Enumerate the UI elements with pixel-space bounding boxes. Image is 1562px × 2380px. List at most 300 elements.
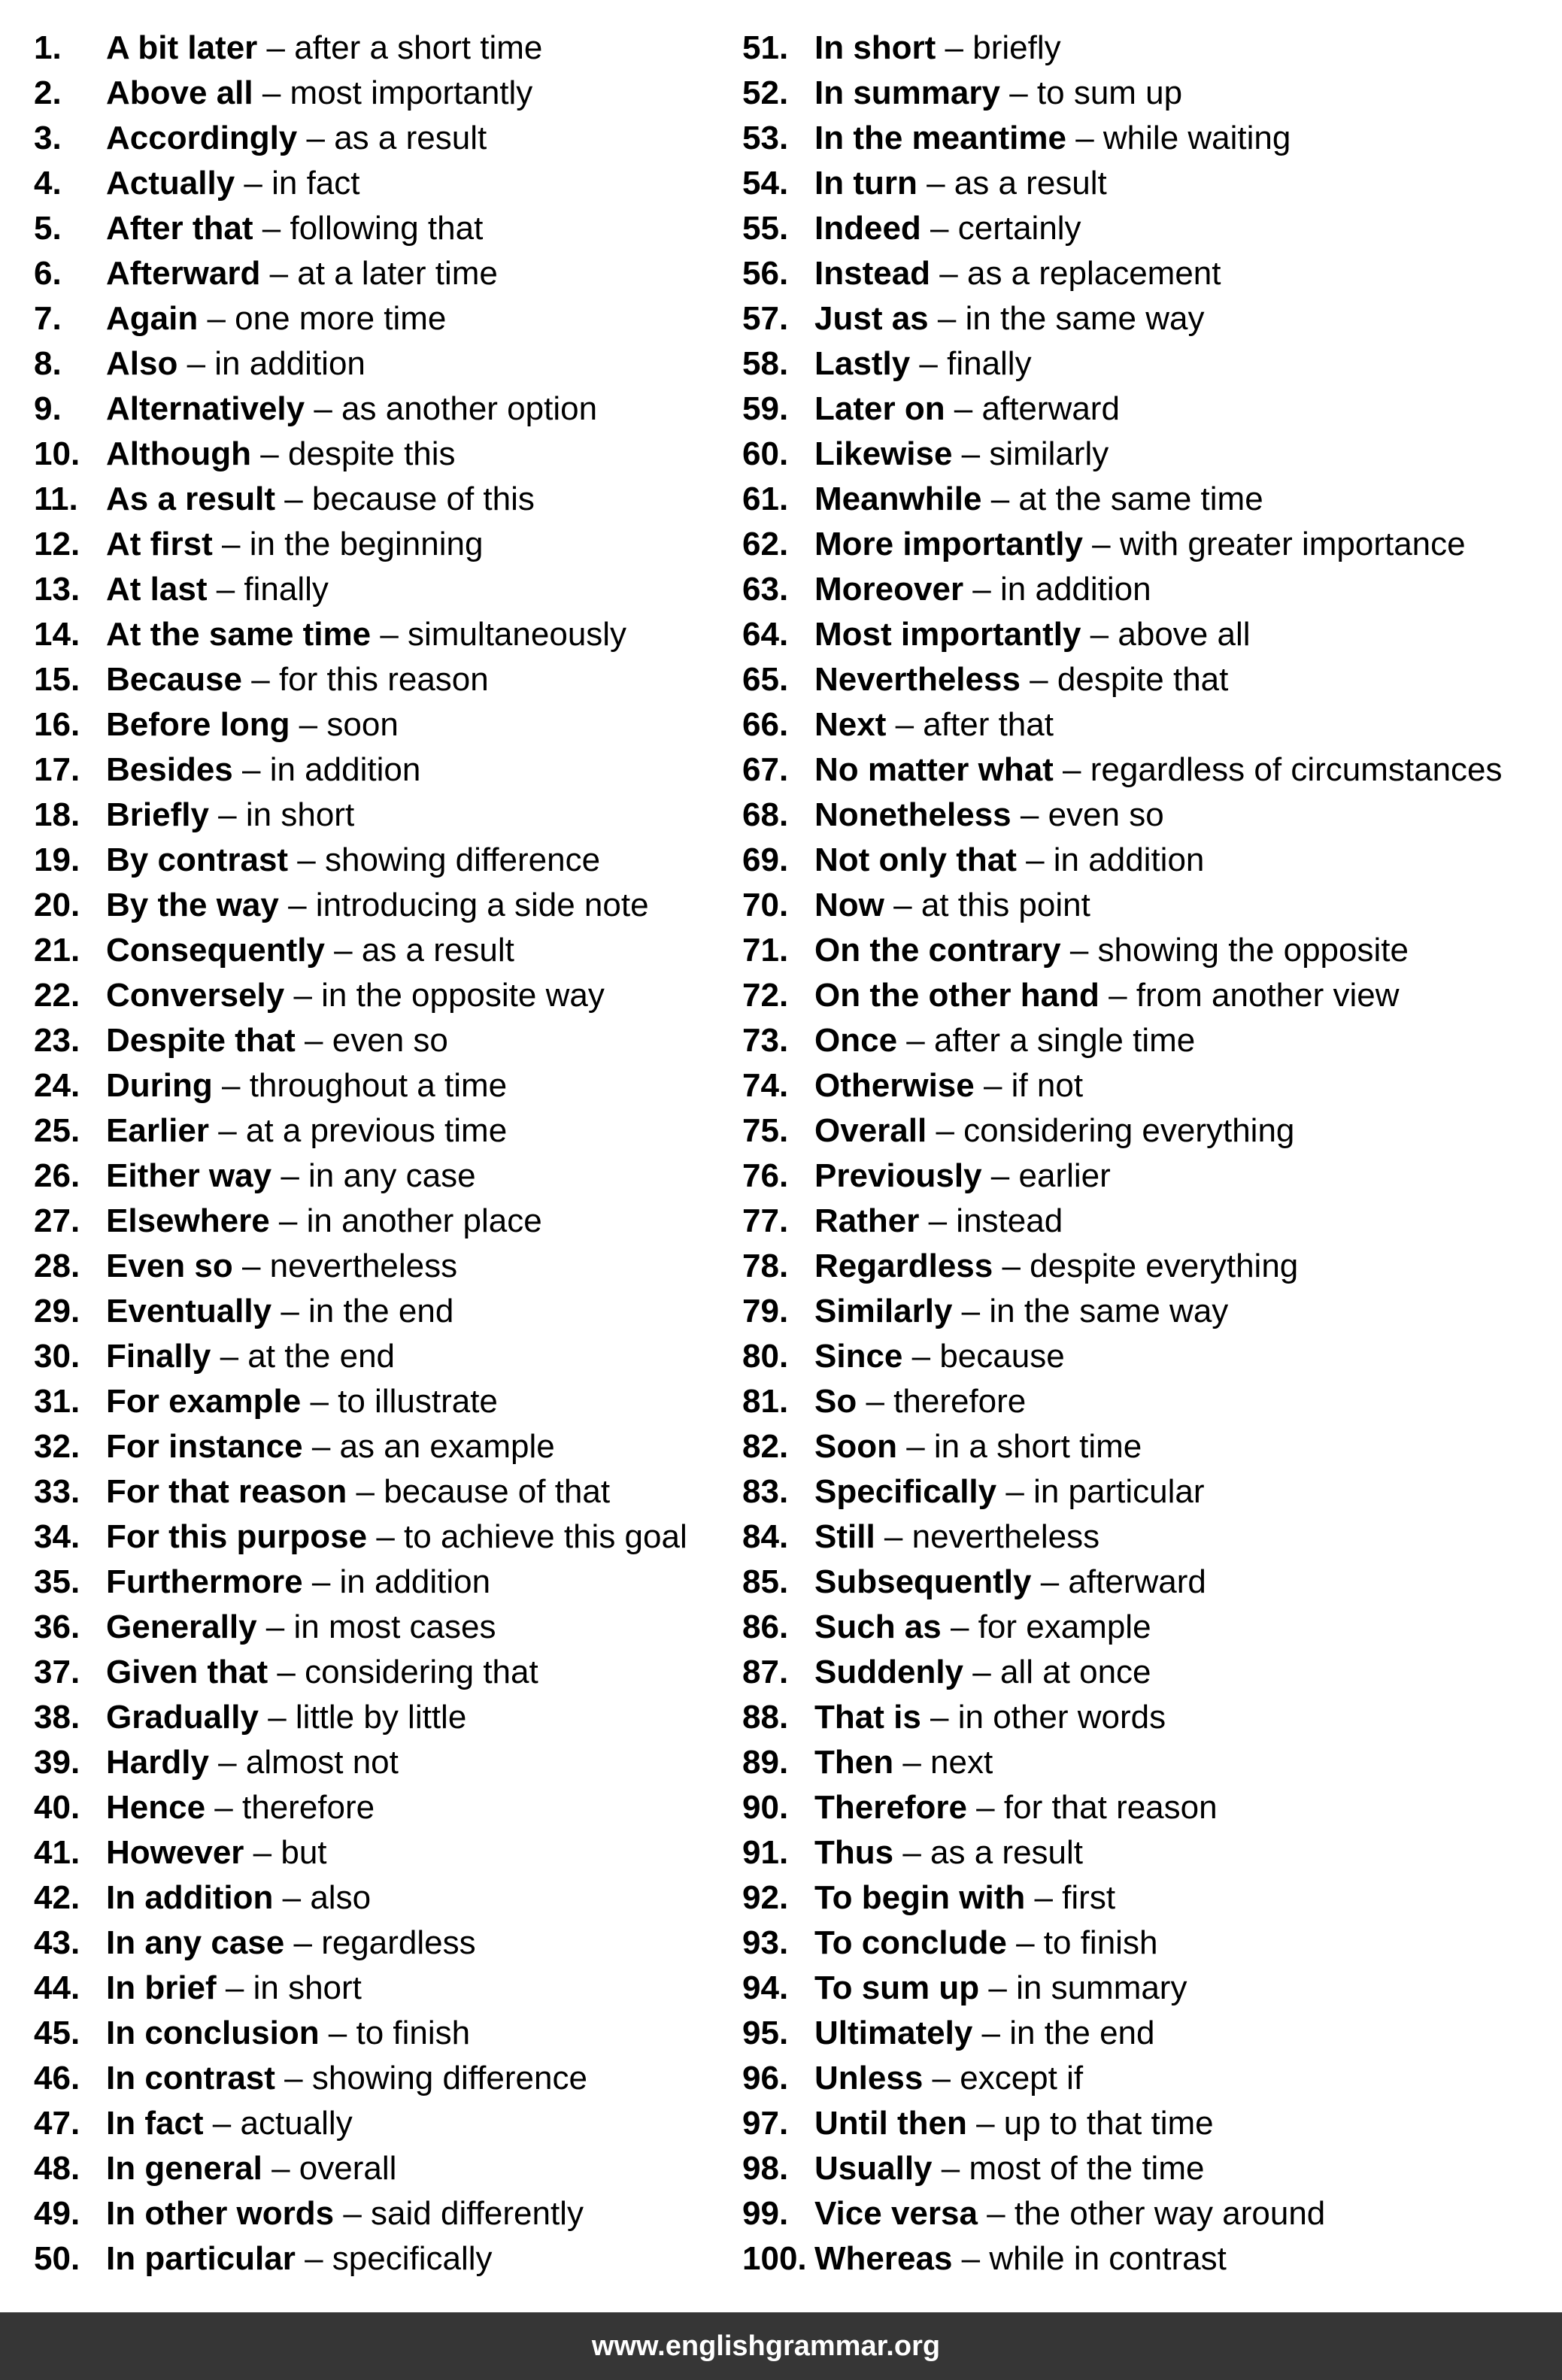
item-number: 45. [34,2015,80,2051]
item-separator: – [993,1248,1030,1284]
item-phrase: Accordingly [106,120,298,156]
item-phrase: In the meantime [814,120,1066,156]
item-phrase: At last [106,571,208,608]
item-separator: – [284,1924,322,1961]
item-phrase: Previously [814,1157,982,1194]
item-number: 61. [742,481,789,517]
item-number: 69. [742,841,789,878]
item-phrase: In addition [106,1879,274,1916]
list-item [34,432,789,477]
list-item [34,883,789,928]
list-item [742,747,1554,793]
item-separator: – [1025,1879,1063,1916]
list-item [34,2236,786,2281]
item-number: 11. [34,481,78,517]
list-item [34,928,789,973]
item-text [106,296,446,341]
item-meaning: finally [947,345,1032,382]
item-separator: – [244,1834,281,1871]
item-meaning: after that [923,706,1054,743]
item-separator: – [216,1969,253,2006]
item-phrase: In any case [106,1924,285,1961]
item-meaning: from another view [1136,977,1400,1014]
item-number: 91. [742,1834,789,1871]
item-text [106,477,535,522]
item-text [814,1921,1157,1966]
item-number: 84. [742,1518,789,1555]
item-separator: – [347,1473,384,1510]
item-number: 17. [34,751,80,788]
item-text [814,1830,1083,1875]
list-item [742,251,1554,296]
item-number: 31. [34,1383,80,1420]
item-number: 12. [34,526,80,562]
item-meaning: afterward [1068,1563,1206,1600]
item-separator: – [198,300,235,337]
item-meaning: said differently [371,2195,584,2232]
item-meaning: regardless [321,1924,476,1961]
list-item [34,1875,789,1921]
item-text [814,1244,1298,1289]
list-item [742,973,1554,1018]
item-separator: – [208,796,246,833]
item-separator: – [893,1834,931,1871]
item-meaning: most importantly [290,74,533,111]
item-separator: – [274,2060,312,2097]
list-item [742,2101,1554,2146]
item-separator: – [371,616,408,653]
list-item [742,1244,1554,1289]
list-item [34,26,789,71]
list-item [34,1334,789,1379]
item-number: 64. [742,616,789,653]
list-item [742,2011,1554,2056]
item-number: 70. [742,887,789,923]
item-meaning: while in contrast [989,2240,1227,2277]
item-phrase: In summary [814,74,1000,111]
item-separator: – [884,887,921,923]
list-item [34,612,789,657]
item-separator: – [242,661,279,698]
list-item [34,1514,789,1560]
item-meaning: simultaneously [408,616,627,653]
item-text [106,251,498,296]
item-phrase: Whereas [814,2240,953,2277]
list-item [34,161,789,206]
item-text [814,1875,1115,1921]
item-meaning: first [1062,1879,1116,1916]
item-number: 80. [742,1338,789,1375]
item-separator: – [1006,1924,1044,1961]
item-number: 19. [34,841,80,878]
item-phrase: Once [814,1022,898,1059]
item-separator: – [271,1293,309,1329]
item-separator: – [297,120,335,156]
item-number: 30. [34,1338,80,1375]
item-number: 79. [742,1293,789,1329]
item-number: 35. [34,1563,80,1600]
item-text [814,161,1107,206]
item-phrase: Similarly [814,1293,953,1329]
item-phrase: To begin with [814,1879,1026,1916]
item-phrase: Since [814,1338,903,1375]
item-text [814,116,1291,161]
item-text [106,1334,395,1379]
item-text [106,1785,375,1830]
list-item [742,1740,1554,1785]
item-text [814,1199,1063,1244]
item-number: 83. [742,1473,789,1510]
item-separator: – [1082,526,1120,562]
list-item [34,116,789,161]
item-text [106,1108,507,1154]
item-meaning: introducing a side note [315,887,649,923]
item-meaning: nevertheless [269,1248,458,1284]
item-text [814,387,1120,432]
item-separator: – [1053,751,1090,788]
item-text [106,1469,610,1514]
item-separator: – [896,1428,934,1465]
list-item [34,2191,789,2236]
item-meaning: showing difference [325,841,601,878]
item-number: 40. [34,1789,80,1826]
item-phrase: Also [106,345,178,382]
item-number: 18. [34,796,80,833]
item-separator: – [284,977,322,1014]
item-separator: – [274,481,312,517]
item-separator: – [1081,616,1118,653]
item-text [814,1650,1151,1695]
item-number: 67. [742,751,789,788]
item-phrase: Even so [106,1248,233,1284]
item-number: 73. [742,1022,789,1059]
item-phrase: Finally [106,1338,211,1375]
list-item [34,251,789,296]
list-item [34,1063,789,1108]
list-item [742,1379,1554,1424]
item-text [106,838,600,883]
item-text [814,1514,1099,1560]
item-separator: – [271,1157,309,1194]
item-text [814,26,1061,71]
item-separator: – [902,1338,940,1375]
item-phrase: Lastly [814,345,911,382]
item-text [814,747,1503,793]
list-item [34,973,789,1018]
item-text [814,838,1204,883]
item-number: 23. [34,1022,80,1059]
list-item [742,2191,1554,2236]
item-text [106,1379,498,1424]
item-separator: – [966,2105,1004,2142]
item-phrase: For this purpose [106,1518,368,1555]
item-phrase: Just as [814,300,929,337]
item-separator: – [302,1428,340,1465]
item-phrase: On the contrary [814,932,1061,969]
item-phrase: Gradually [106,1699,259,1736]
item-number: 46. [34,2060,80,2097]
item-separator: – [205,1789,242,1826]
list-column-left [34,26,789,2281]
list-item [742,1605,1554,1650]
item-text [814,1695,1166,1740]
list-item [742,1154,1554,1199]
item-number: 57. [742,300,789,337]
item-meaning: showing the opposite [1097,932,1409,969]
list-item [34,1966,789,2011]
item-text [106,387,597,432]
item-separator: – [273,1879,311,1916]
item-phrase: By contrast [106,841,289,878]
item-separator: – [972,2015,1010,2051]
item-number: 27. [34,1202,80,1239]
item-text [106,1605,496,1650]
list-item [34,702,789,747]
item-separator: – [927,1112,964,1149]
item-phrase: For instance [106,1428,303,1465]
item-number: 8. [34,345,62,382]
item-phrase: Most importantly [814,616,1081,653]
item-text [106,1199,542,1244]
list-item [742,1289,1554,1334]
item-phrase: More importantly [814,526,1083,562]
item-meaning: to illustrate [338,1383,498,1420]
item-separator: – [932,2150,969,2187]
item-separator: – [212,526,250,562]
item-separator: – [963,1654,1000,1690]
item-text [106,116,487,161]
item-separator: – [302,1563,340,1600]
item-number: 48. [34,2150,80,2187]
item-phrase: Hence [106,1789,206,1826]
item-number: 54. [742,165,789,202]
item-separator: – [268,1654,305,1690]
item-number: 32. [34,1428,80,1465]
item-meaning: in other words [957,1699,1166,1736]
item-separator: – [278,887,316,923]
list-item [34,1740,789,1785]
item-text [106,973,605,1018]
item-number: 65. [742,661,789,698]
item-text [814,1289,1228,1334]
item-meaning: but [281,1834,327,1871]
item-separator: – [301,1383,338,1420]
item-number: 100. [742,2240,807,2277]
item-number: 29. [34,1293,80,1329]
list-item [34,71,789,116]
item-phrase: Briefly [106,796,209,833]
item-meaning: despite this [287,435,456,472]
list-item [34,1018,789,1063]
list-item [742,1966,1554,2011]
item-meaning: considering everything [963,1112,1295,1149]
item-phrase: To sum up [814,1969,980,2006]
list-item [742,1875,1554,1921]
item-meaning: actually [240,2105,353,2142]
item-text [106,1289,453,1334]
item-text [106,206,483,251]
item-phrase: Not only that [814,841,1017,878]
item-number: 77. [742,1202,789,1239]
list-item [742,1424,1554,1469]
item-phrase: Likewise [814,435,953,472]
item-separator: – [1020,661,1057,698]
list-item [34,793,789,838]
item-separator: – [977,2195,1015,2232]
item-phrase: At first [106,526,213,562]
item-meaning: in the same way [965,300,1205,337]
item-separator: – [966,1789,1004,1826]
item-text [814,1018,1195,1063]
item-meaning: in the same way [989,1293,1229,1329]
item-phrase: Such as [814,1608,942,1645]
item-phrase: Ultimately [814,2015,973,2051]
item-meaning: because [939,1338,1065,1375]
item-number: 55. [742,210,789,247]
item-separator: – [979,1969,1017,2006]
item-meaning: almost not [245,1744,399,1781]
item-phrase: No matter what [814,751,1054,788]
item-separator: – [917,165,954,202]
item-text [814,883,1090,928]
item-meaning: as a result [954,165,1107,202]
item-separator: – [208,1112,246,1149]
item-text [814,522,1466,567]
item-number: 9. [34,390,62,427]
item-number: 97. [742,2105,789,2142]
item-phrase: Soon [814,1428,897,1465]
item-separator: – [212,1067,250,1104]
list-item [34,387,789,432]
item-phrase: Above all [106,74,253,111]
item-number: 94. [742,1969,789,2006]
item-phrase: Meanwhile [814,481,982,517]
item-number: 90. [742,1789,789,1826]
item-text [814,2056,1083,2101]
list-item [34,1921,789,1966]
item-separator: – [288,841,325,878]
list-item [742,206,1554,251]
item-text [106,657,489,702]
item-number: 26. [34,1157,80,1194]
item-number: 95. [742,2015,789,2051]
item-text [814,567,1151,612]
item-meaning: while waiting [1102,120,1291,156]
item-phrase: That is [814,1699,921,1736]
item-separator: – [921,1699,958,1736]
item-text [814,477,1263,522]
item-phrase: In other words [106,2195,335,2232]
item-meaning: in another place [306,1202,542,1239]
item-text [814,793,1164,838]
item-separator: – [256,1608,294,1645]
item-separator: – [258,1699,296,1736]
item-separator: – [941,1608,978,1645]
item-number: 59. [742,390,789,427]
item-text [106,1154,476,1199]
item-separator: – [260,255,298,292]
item-number: 44. [34,1969,80,2006]
item-meaning: up to that time [1003,2105,1214,2142]
item-meaning: at the same time [1018,481,1263,517]
list-item [742,1108,1554,1154]
item-meaning: in addition [214,345,365,382]
item-meaning: in short [253,1969,362,2006]
footer-website-link[interactable]: www.englishgrammar.org [591,2330,941,2362]
list-item [34,1785,789,1830]
item-meaning: as a result [334,120,487,156]
item-phrase: Hardly [106,1744,209,1781]
item-text [814,1469,1205,1514]
list-item [34,567,789,612]
item-meaning: also [310,1879,372,1916]
item-separator: – [269,1202,307,1239]
list-item [742,2236,1554,2281]
item-meaning: because of this [311,481,535,517]
list-item [742,341,1554,387]
item-number: 50. [34,2240,80,2277]
item-meaning: in summary [1016,1969,1187,2006]
item-separator: – [203,2105,241,2142]
item-phrase: For example [106,1383,302,1420]
item-phrase: However [106,1834,244,1871]
list-item [742,1469,1554,1514]
item-separator: – [1011,796,1048,833]
item-separator: – [207,571,244,608]
item-phrase: As a result [106,481,275,517]
item-phrase: In particular [106,2240,296,2277]
item-meaning: to finish [356,2015,471,2051]
item-phrase: Unless [814,2060,924,2097]
item-number: 60. [742,435,789,472]
item-text [106,567,329,612]
item-meaning: as an example [339,1428,555,1465]
item-text [106,1063,507,1108]
item-phrase: Now [814,887,884,923]
item-text [106,432,456,477]
list-item [742,1334,1554,1379]
item-meaning: instead [956,1202,1063,1239]
item-number: 82. [742,1428,789,1465]
item-number: 20. [34,887,80,923]
item-meaning: all at once [999,1654,1151,1690]
item-text [106,1875,371,1921]
item-number: 78. [742,1248,789,1284]
list-item [742,161,1554,206]
item-separator: – [945,390,982,427]
item-number: 7. [34,300,62,337]
list-item [742,71,1554,116]
item-meaning: at this point [921,887,1090,923]
item-number: 76. [742,1157,789,1194]
item-meaning: in the end [1009,2015,1155,2051]
item-phrase: Until then [814,2105,967,2142]
item-number: 1. [34,29,62,66]
item-phrase: Alternatively [106,390,305,427]
list-item [742,1921,1554,1966]
list-item [34,1469,789,1514]
item-number: 42. [34,1879,80,1916]
item-text [814,702,1054,747]
item-separator: – [295,1022,332,1059]
item-number: 63. [742,571,789,608]
item-phrase: Again [106,300,199,337]
item-number: 36. [34,1608,80,1645]
item-number: 62. [742,526,789,562]
item-meaning: in addition [1000,571,1151,608]
item-text [814,2191,1325,2236]
item-text [814,1154,1111,1199]
